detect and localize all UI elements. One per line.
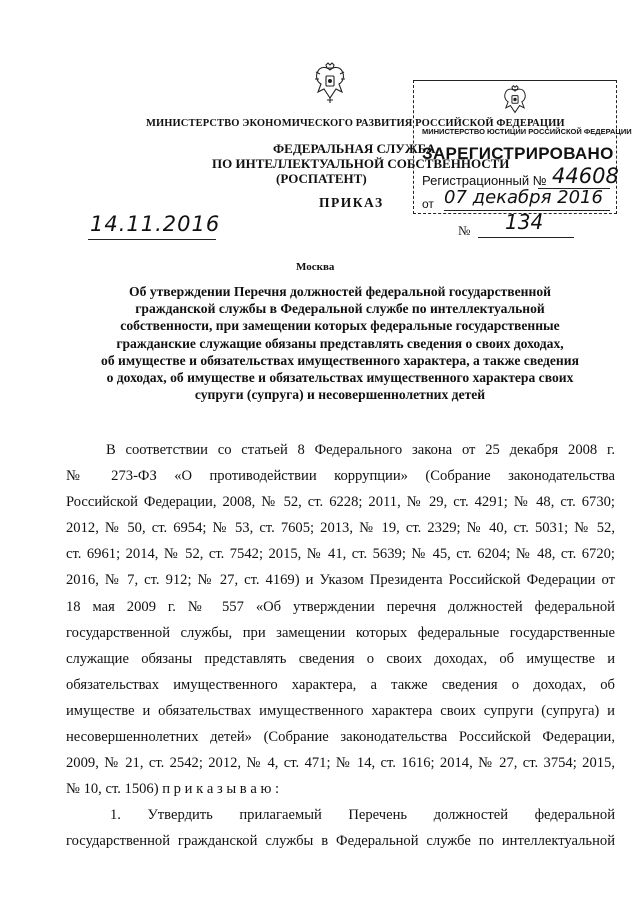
- ministry-name: МИНИСТЕРСТВО ЭКОНОМИЧЕСКОГО РАЗВИТИЯ РОССИЙСКОЙ ФЕДЕРАЦИИ: [146, 118, 565, 129]
- body-line: 2009, № 21, ст. 2542; 2012, № 4, ст. 471; № 14, ст. 1616; 2014, № 27, ст. 3754; 2015,: [66, 755, 615, 772]
- title-line: гражданской службы в Федеральной службе по интеллектуальной: [135, 301, 545, 317]
- title-line: собственности, при замещении которых федеральные государственные: [120, 318, 560, 334]
- body-line: несовершеннолетних детей» (Собрание законодательства Российской Федерации,: [66, 729, 615, 746]
- order-number-underline: [478, 237, 574, 238]
- stamp-date-label: от: [422, 197, 434, 211]
- title-line: гражданские служащие обязаны представлять сведения о своих доходах,: [116, 335, 564, 351]
- russian-coat-of-arms-icon: [312, 62, 348, 104]
- body-line: имуществе и обязательствах имущественного характера своих супруги (супруга) и: [66, 702, 615, 719]
- title-line: супруги (супруга) и несовершеннолетних детей: [194, 387, 486, 403]
- body-line: служащие обязаны представлять сведения о своих доходах, об имуществе и: [66, 650, 615, 667]
- document-body: [66, 437, 615, 855]
- title-line: Об утверждении Перечня должностей федеральной государственной: [129, 284, 551, 299]
- title-line: об имуществе и обязательствах имущественного характера, а также сведения: [101, 352, 579, 368]
- body-line: № 273-ФЗ «О противодействии коррупции» (Собрание законодательства: [66, 468, 615, 485]
- body-line: Российской Федерации, 2008, № 52, ст. 6228; 2011, № 29, ст. 4291; № 48, ст. 6730;: [66, 494, 615, 511]
- city-name: Москва: [296, 261, 335, 273]
- body-line: 2016, № 7, ст. 912; № 27, ст. 4169) и Указом Президента Российской Федерации от: [66, 572, 615, 589]
- registration-stamp: [413, 80, 632, 214]
- body-line: обязательствах имущественного характера, а также сведения о доходах, об: [66, 676, 615, 693]
- body-line: ст. 6961; 2014, № 52, ст. 7542; 2015, № 41, ст. 5639; № 45, ст. 6204; № 48, ст. 6720;: [66, 546, 615, 563]
- stamp-reg-number-value: 44608: [552, 164, 619, 188]
- body-line: В соответствии со статьей 8 Федерального закона от 25 декабря 2008 г.: [106, 442, 615, 458]
- stamp-registered-label: ЗАРЕГИСТРИРОВАНО: [422, 144, 614, 163]
- body-line: государственной гражданской службы в Федеральной службе по интеллектуальной: [66, 833, 615, 850]
- service-name-line-2: ПО ИНТЕЛЛЕКТУАЛЬНОЙ СОБСТВЕННОСТИ: [212, 156, 510, 171]
- document-title: [60, 283, 620, 403]
- stamp-reg-number-label: Регистрационный №: [422, 173, 547, 188]
- body-line: государственной службы, при замещении которых федеральные государственные: [66, 624, 615, 641]
- order-date-handwritten: 14.11.2016: [90, 212, 221, 236]
- body-line: 2012, № 50, ст. 6954; № 53, ст. 7605; 2013, № 19, ст. 2329; № 40, ст. 5031; № 52,: [66, 520, 615, 537]
- title-line: о доходах, об имуществе и обязательствах имущественного характера своих: [106, 370, 574, 386]
- stamp-date-value: 07 декабря 2016: [444, 187, 603, 208]
- service-name-line-1: ФЕДЕРАЛЬНАЯ СЛУЖБА: [273, 141, 436, 156]
- order-heading: ПРИКАЗ: [319, 195, 384, 210]
- stamp-coat-of-arms-icon: [500, 85, 530, 117]
- service-abbreviation: (РОСПАТЕНТ): [276, 171, 367, 186]
- body-line: № 10, ст. 1506) п р и к а з ы в а ю :: [66, 781, 280, 798]
- order-date-underline: [88, 239, 216, 240]
- order-number-handwritten: 134: [505, 210, 544, 234]
- body-line: 18 мая 2009 г. № 557 «Об утверждении перечня должностей федеральной: [66, 598, 615, 615]
- list-item-1: 1. Утвердить прилагаемый Перечень должностей федеральной: [110, 807, 615, 824]
- order-number-sign: №: [458, 223, 471, 238]
- stamp-ministry-name: МИНИСТЕРСТВО ЮСТИЦИИ РОССИЙСКОЙ ФЕДЕРАЦИИ: [422, 127, 632, 136]
